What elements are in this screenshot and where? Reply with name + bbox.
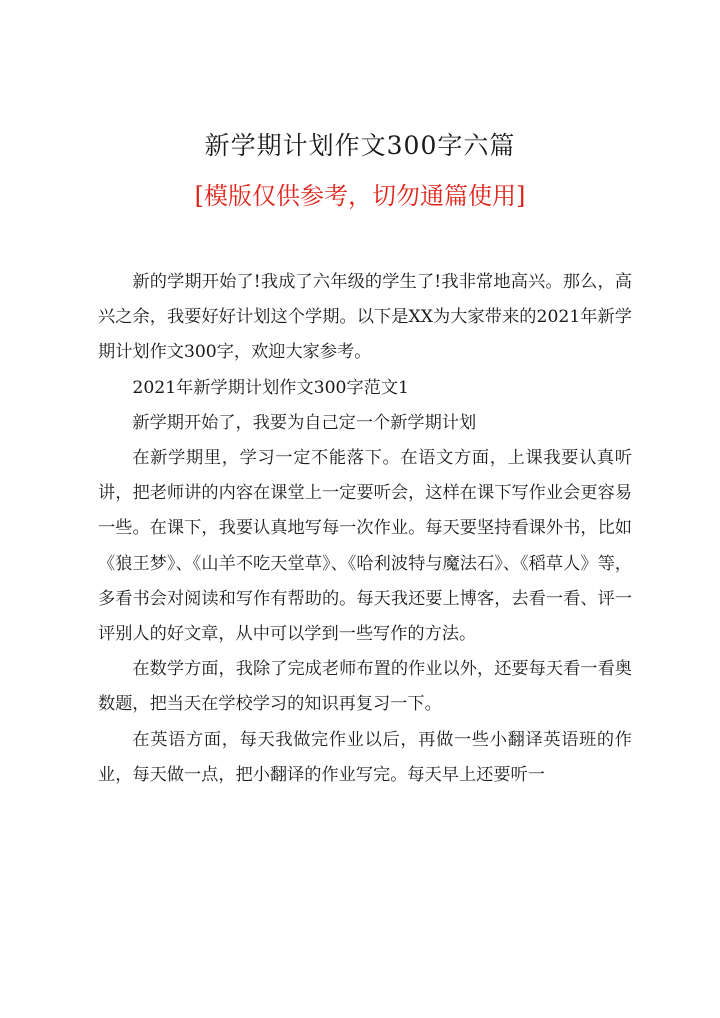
template-disclaimer: [模版仅供参考，切勿通篇使用] xyxy=(194,182,526,210)
paragraph: 在新学期里，学习一定不能落下。在语文方面，上课我要认真听讲，把老师讲的内容在课堂上一定要听会，这样在课下写作业会更容易一些。在课下，我要认真地写每一次作业。每天要坚持看课外书，比如《狼王梦》、《山羊不吃天堂草》、《哈利波特与魔法石》、《稻草人》等，多看书会对阅读和写作有帮助的。每天我还要上博客，去看一看、评一评别人的好文章，从中可以学到一些写作的方法。 xyxy=(98,448,632,645)
paragraph: 在数学方面，我除了完成老师布置的作业以外，还要每天看一看奥数题，把当天在学校学习的知识再复习一下。 xyxy=(98,659,632,715)
document-title: 新学期计划作文300字六篇 xyxy=(204,131,516,160)
paragraph-intro: 新的学期开始了!我成了六年级的学生了!我非常地高兴。那么，高兴之余，我要好好计划这个学期。以下是XX为大家带来的2021年新学期计划作文300字，欢迎大家参考。 xyxy=(98,272,632,363)
document-body xyxy=(98,265,632,793)
paragraph: 新学期开始了，我要为自己定一个新学期计划 xyxy=(132,412,477,433)
section-heading: 2021年新学期计划作文300字范文1 xyxy=(132,377,409,398)
paragraph: 在英语方面，每天我做完作业以后，再做一些小翻译英语班的作业，每天做一点，把小翻译的作业写完。每天早上还要听一 xyxy=(98,729,632,785)
